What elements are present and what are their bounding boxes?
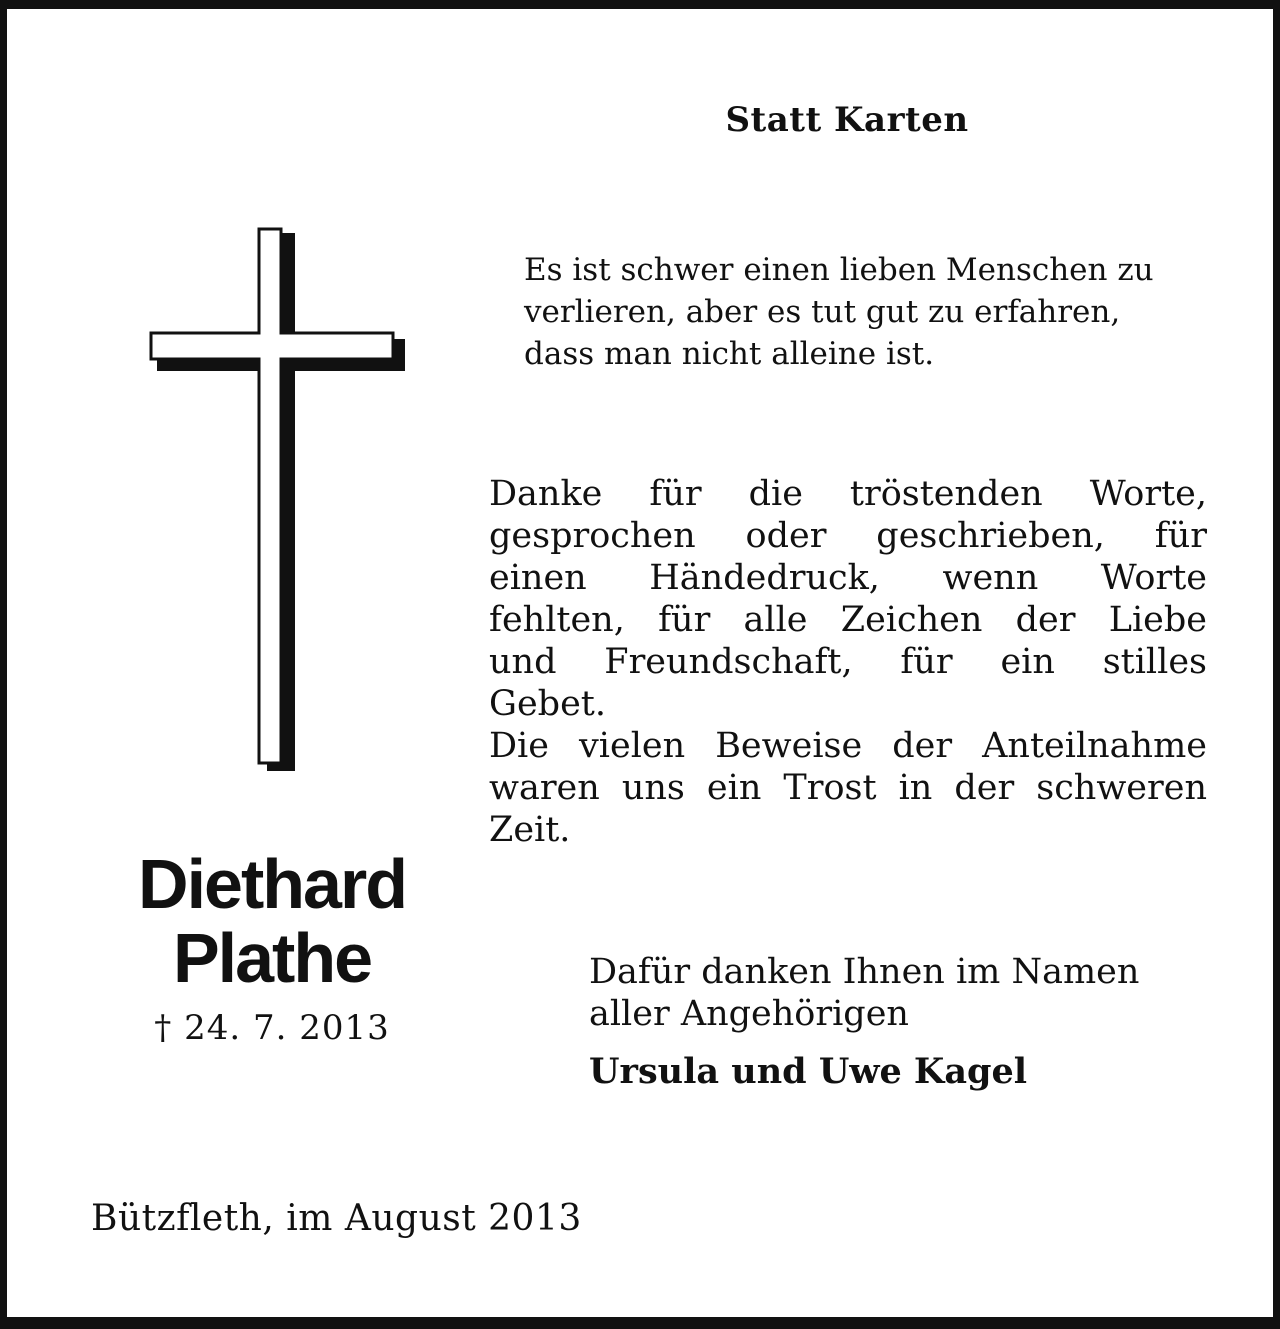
thanks-text xyxy=(489,473,1207,851)
thanks-line: Zeit. xyxy=(489,810,571,850)
deceased-last-name: Plathe xyxy=(172,919,372,997)
quote-line: verlieren, aber es tut gut zu erfahren, xyxy=(524,294,1121,330)
deceased-first-name: Diethard xyxy=(138,845,406,923)
thanks-line: Danke für die tröstenden Worte, xyxy=(489,474,1207,514)
cross-icon xyxy=(147,225,407,775)
signers: Ursula und Uwe Kagel xyxy=(589,1051,1028,1092)
thanks-line: gesprochen oder geschrieben, für xyxy=(489,516,1207,556)
quote-line: dass man nicht alleine ist. xyxy=(524,336,935,372)
quote-line: Es ist schwer einen lieben Menschen zu xyxy=(524,252,1154,288)
death-date: † 24. 7. 2013 xyxy=(154,1008,390,1048)
thanks-line: und Freundschaft, für ein stilles xyxy=(489,642,1207,682)
place-date: Bützfleth, im August 2013 xyxy=(91,1198,582,1239)
closing-line: aller Angehörigen xyxy=(589,994,909,1034)
thanks-line: Gebet. xyxy=(489,684,606,724)
thanks-line: waren uns ein Trost in der schweren xyxy=(489,768,1207,808)
closing-text xyxy=(589,951,1229,1035)
heading: Statt Karten xyxy=(725,100,969,140)
closing-line: Dafür danken Ihnen im Namen xyxy=(589,952,1140,992)
thanks-line: fehlten, für alle Zeichen der Liebe xyxy=(489,600,1207,640)
deceased-name xyxy=(107,847,437,995)
quote-text xyxy=(524,249,1224,375)
thanks-line: einen Händedruck, wenn Worte xyxy=(489,558,1207,598)
thanks-line: Die vielen Beweise der Anteilnahme xyxy=(489,726,1207,766)
